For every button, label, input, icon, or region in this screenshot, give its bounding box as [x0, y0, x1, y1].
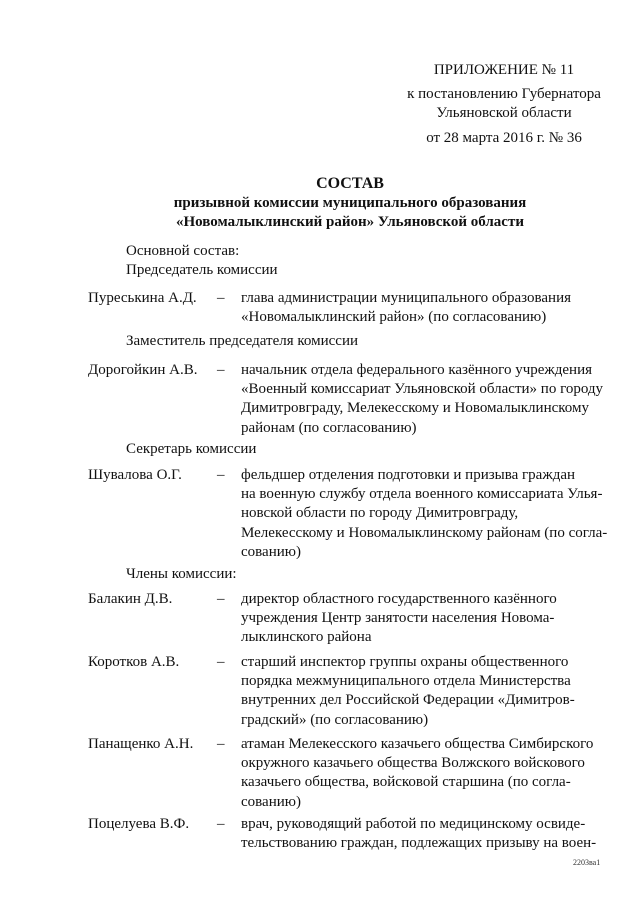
- member-dash: –: [217, 467, 225, 483]
- appendix-number: ПРИЛОЖЕНИЕ № 11: [433, 62, 575, 78]
- member-description: атаман Мелекесского казачьего общества Симбирского окружного казачьего общества Волжского войскового казачьего общества, войсковой старшина (по согла- сованию): [241, 736, 594, 810]
- title-line-1: призывной комиссии муниципального образования: [173, 195, 527, 211]
- section-members: Члены комиссии:: [126, 566, 237, 582]
- member-dash: –: [217, 816, 225, 832]
- appendix-date: от 28 марта 2016 г. № 36: [426, 130, 582, 146]
- member-description: начальник отдела федерального казённого учреждения «Военный комиссариат Ульяновской области» по городу Димитровграду, Мелекесскому и Новомалыклинскому районам (по согласованию): [241, 362, 604, 436]
- section-secretary: Секретарь комиссии: [126, 441, 257, 457]
- title-line-2: «Новомалыклинский район» Ульяновской области: [176, 214, 524, 230]
- section-main-composition: Основной состав:: [126, 243, 240, 259]
- member-name: Пуреськина А.Д.: [88, 290, 197, 306]
- member-dash: –: [217, 654, 225, 670]
- member-description: старший инспектор группы охраны общественного порядка межмуниципального отдела Министерства внутренних дел Российской Федерации «Димитров- градский» (по согласованию): [241, 654, 575, 728]
- member-dash: –: [217, 736, 225, 752]
- member-name: Панащенко А.Н.: [88, 736, 194, 752]
- footer-code: 2203ва1: [573, 858, 601, 867]
- member-dash: –: [217, 290, 225, 306]
- member-description: врач, руководящий работой по медицинскому освиде- тельствованию граждан, подлежащих призыву на воен-: [241, 816, 597, 852]
- member-name: Шувалова О.Г.: [88, 467, 182, 483]
- appendix-basis: к постановлению Губернатора: [407, 86, 601, 102]
- appendix-region: Ульяновской области: [436, 105, 572, 121]
- member-dash: –: [217, 591, 225, 607]
- member-name: Дорогойкин А.В.: [88, 362, 198, 378]
- document-title: [90, 174, 610, 232]
- member-name: Поцелуева В.Ф.: [88, 816, 190, 832]
- member-description: глава администрации муниципального образования «Новомалыклинский район» (по согласованию): [241, 290, 571, 326]
- member-dash: –: [217, 362, 225, 378]
- member-description: фельдшер отделения подготовки и призыва граждан на военную службу отдела военного комиссариата Улья- новской области по городу Димитровграду, Мелекесскому и Новомалыклинскому районам (по согла- сованию): [241, 467, 608, 560]
- member-name: Коротков А.В.: [88, 654, 180, 670]
- member-name: Балакин Д.В.: [88, 591, 173, 607]
- title-main: СОСТАВ: [316, 175, 384, 192]
- section-deputy: Заместитель председателя комиссии: [126, 333, 359, 349]
- section-chairman: Председатель комиссии: [126, 262, 278, 278]
- member-description: директор областного государственного казённого учреждения Центр занятости населения Новома- лыклинского района: [241, 591, 557, 646]
